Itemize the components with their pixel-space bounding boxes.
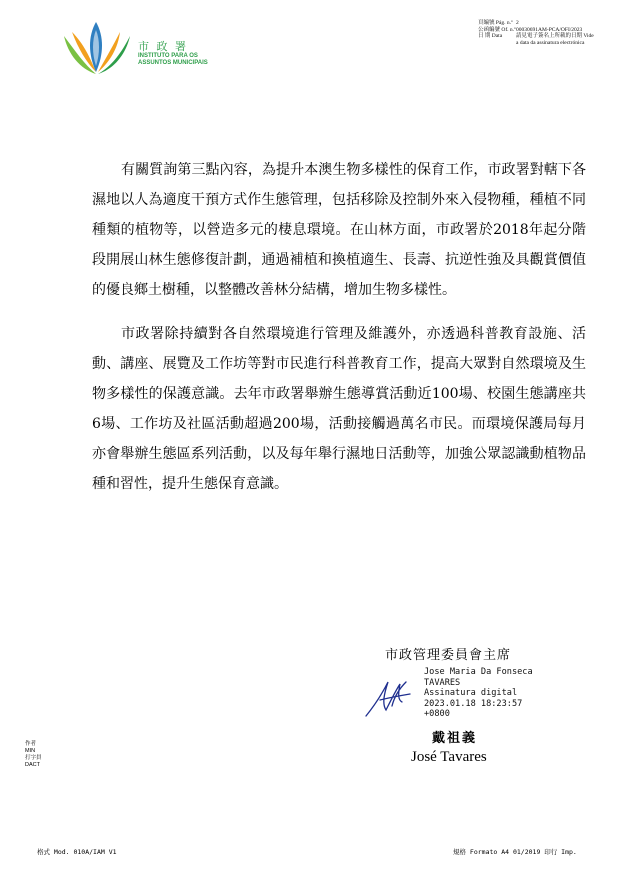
letter-body: [92, 155, 586, 513]
digital-signature-line4: 2023.01.18 18:23:57: [424, 698, 523, 709]
author-label: 作者: [25, 741, 37, 747]
typist-label: 打字員: [25, 755, 42, 761]
digital-signature-line3: Assinatura digital: [424, 688, 518, 698]
footer-paper-info: 規格 Formato A4 01/2019 印行 Imp.: [453, 848, 577, 856]
signatory-title: 市政管理委員會主席: [385, 648, 512, 663]
signatory-name-pt: José Tavares: [411, 749, 487, 765]
paragraph-2: 市政署除持續對各自然環境進行管理及維護外，亦透過科普教育設施、活動、講座、展覽及工作坊等對市民進行科普教育工作，提高大眾對自然環境及生物多樣性的保護意識。去年市政署舉辦生態導賞活動近100場、校園生態講座共6場、工作坊及社區活動超過200場，活動接觸過萬名市民。而環境保護局每月亦會舉辦生態區系列活動，以及每年舉行濕地日活動等，加強公眾認識動植物品種和習性，提升生態保育意識。: [92, 326, 586, 492]
signatory-name-zh: 戴祖義: [432, 731, 478, 746]
logo-name-zh: 市 政 署: [138, 40, 188, 53]
meta-date-value: 請見電子簽名上所載的日期 Vide a data da assinatura electrónica: [516, 33, 594, 46]
meta-page-value: 2: [516, 20, 519, 26]
iam-logo: [58, 14, 228, 76]
meta-ref-value: 00030691AM-PCA/OFI/2023: [516, 26, 583, 33]
digital-signature-line1: Jose Maria Da Fonseca: [424, 667, 533, 677]
logo-name-pt: [138, 53, 208, 67]
meta-date-row: [478, 33, 596, 46]
digital-signature-line2: TAVARES: [424, 677, 461, 688]
handwritten-signature-icon: [362, 676, 414, 720]
document-meta: [478, 20, 596, 46]
author-typist-note: [25, 741, 42, 769]
author-value: MIN: [25, 748, 36, 754]
logo-name-pt-line2: ASSUNTOS MUNICIPAIS: [138, 60, 208, 66]
footer-form-code: 格式 Mod. 010A/IAM V1: [37, 848, 117, 856]
typist-value: DACT: [25, 762, 40, 768]
meta-page-label: 頁編號 Pág. n.º: [478, 20, 513, 26]
meta-ref-label: 公函編號 Of. n.º: [478, 26, 516, 33]
paragraph-1: 有關質詢第三點內容，為提升本澳生物多樣性的保育工作，市政署對轄下各濕地以人為適度干預方式作生態管理，包括移除及控制外來入侵物種，種植不同種類的植物等，以營造多元的棲息環境。在山林方面，市政署於2018年起分階段開展山林生態修復計劃，通過補植和換植適生、長壽、抗逆性強及具觀賞價值的優良鄉土樹種，以整體改善林分結構，增加生物多樣性。: [92, 162, 586, 298]
logo-name-pt-line1: INSTITUTO PARA OS: [138, 53, 198, 59]
digital-signature-line5: +0800: [424, 709, 450, 719]
iam-emblem-icon: [58, 14, 138, 76]
meta-date-label: 日 期 Data: [478, 33, 503, 39]
digital-signature-block: [424, 667, 533, 720]
